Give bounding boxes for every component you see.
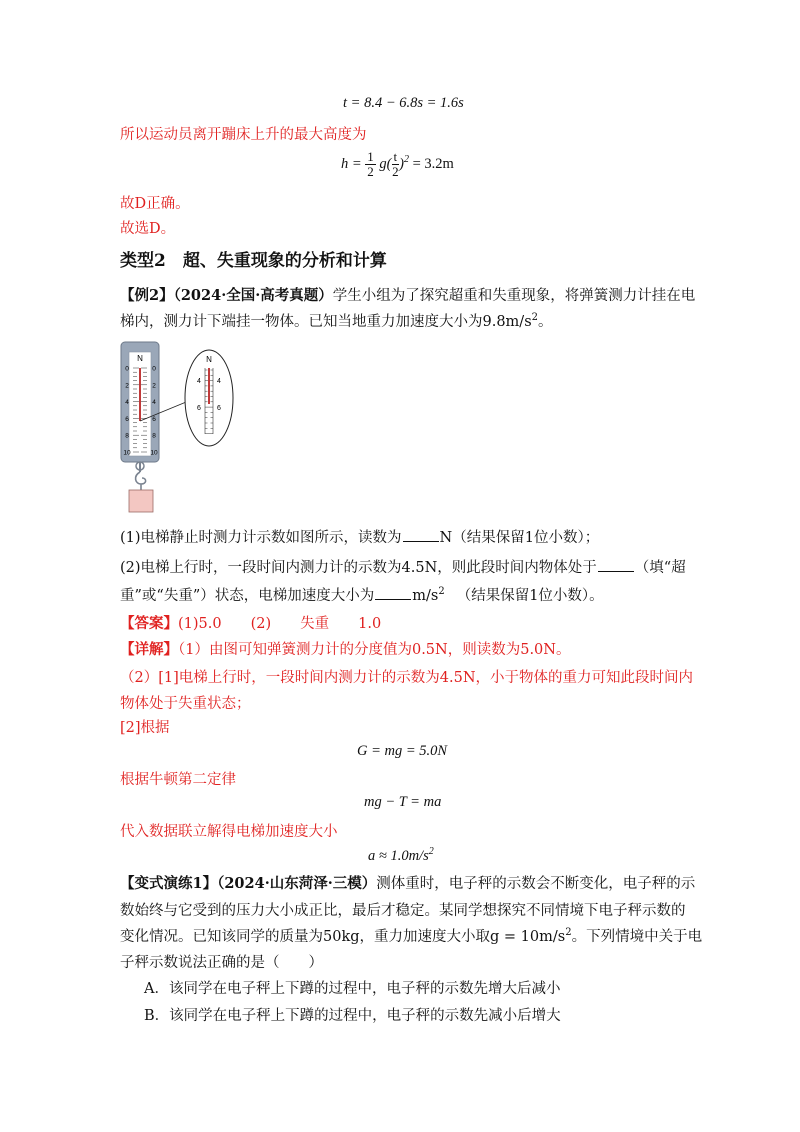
example-text-2: 梯内，测力计下端挂一物体。已知当地重力加速度大小为9.8m/s [120, 314, 532, 330]
scale-label-left: 8 [125, 432, 129, 440]
variant-text-3: 变化情况。已知该同学的质量为50kg，重力加速度大小取g = 10m/s [120, 929, 566, 945]
formula-h [341, 150, 454, 179]
zoom-label-left-4: 4 [197, 378, 201, 385]
scale-label-right: 8 [152, 432, 156, 440]
formula-t: t = 8.4 − 6.8s = 1.6s [343, 95, 464, 111]
zoom-label-right-4: 4 [217, 378, 221, 385]
question-2-unit-exp: 2 [438, 586, 445, 597]
variant-unit-exp: 2 [565, 927, 572, 938]
text-solve: 代入数据联立解得电梯加速度大小 [120, 824, 338, 840]
example-tag: 【例2】 [120, 287, 174, 304]
scale-label-right: 4 [152, 399, 156, 407]
answer-blank-2 [598, 571, 634, 572]
example-unit-exp: 2 [531, 312, 539, 323]
variant-line-2: 数始终与它受到的压力大小成正比，最后才稳定。某同学想探究不同情境下电子秤示数的 [120, 903, 686, 919]
question-2-hint: （填“超 [634, 560, 686, 576]
variant-text-1: 测体重时，电子秤的示数会不断变化，电子秤的示 [376, 876, 696, 892]
text-choose-d: 故选D。 [120, 221, 176, 237]
example-line-1 [120, 284, 695, 305]
detail-line-4: [2]根据 [120, 720, 170, 736]
scale-label-right: 0 [152, 365, 156, 373]
answer-blank-1 [403, 541, 439, 542]
question-1-text: (1)电梯静止时测力计示数如图所示，读数为 [120, 530, 402, 546]
formula-h-exp: 2 [403, 153, 409, 165]
option-b: B．该同学在电子秤上下蹲的过程中，电子秤的示数先减小后增大 [144, 1008, 561, 1024]
scale-indicator [139, 368, 141, 421]
hanging-object [129, 490, 153, 512]
scale-label-right: 10 [150, 449, 158, 457]
formula-a-exp: 2 [428, 846, 434, 857]
formula-h-g: g( [379, 155, 392, 172]
text-d-correct: 故D正确。 [120, 196, 190, 212]
option-a: A．该同学在电子秤上下蹲的过程中，电子秤的示数先增大后减小 [144, 981, 561, 997]
scale-unit-label: N [137, 354, 143, 363]
example-text-1: 学生小组为了探究超重和失重现象，将弹簧测力计挂在电 [332, 288, 696, 304]
question-2-line-1 [120, 556, 686, 577]
example-text-2-end: 。 [538, 314, 553, 330]
variant-text-3-end: 。下列情境中关于电 [571, 929, 703, 945]
detail-text: （1）由图可知弹簧测力计的分度值为0.5N，则读数为5.0N。 [178, 642, 571, 658]
formula-h-rhs: = 3.2m [408, 155, 454, 172]
scale-label-left: 2 [125, 382, 129, 390]
example-line-2 [120, 310, 553, 331]
zoom-unit-label: N [206, 355, 212, 364]
variant-line-1 [120, 872, 695, 893]
detail-line-3: 物体处于失重状态； [120, 696, 251, 712]
scale-label-left: 10 [123, 449, 131, 457]
scale-label-left: 6 [125, 415, 129, 423]
scale-label-left: 4 [125, 399, 129, 407]
example-source: （2024·全国·高考真题） [173, 287, 333, 304]
zoom-label-right-6: 6 [217, 405, 221, 412]
question-2-unit: m/s [412, 588, 439, 604]
variant-line-4: 子秤示数说法正确的是（ ） [120, 955, 323, 971]
spring-scale-figure [115, 338, 245, 518]
formula-newton: mg − T = ma [364, 794, 442, 810]
fraction-t-half: $\frac{t}{2}$ [392, 149, 399, 179]
formula-a-text: a ≈ 1.0m/s [368, 848, 429, 864]
scale-label-right: 6 [152, 415, 156, 423]
text-newton: 根据牛顿第二定律 [120, 772, 236, 788]
scale-label-right: 2 [152, 382, 156, 390]
question-1-end: N（结果保留1位小数）； [439, 530, 600, 546]
question-2-end: （结果保留1位小数）。 [456, 588, 604, 604]
section-heading: 类型2 超、失重现象的分析和计算 [120, 251, 387, 271]
question-2-text-2: 重”或“失重”）状态，电梯加速度大小为 [120, 588, 375, 604]
fraction-half: $\frac{1}{2}$ [367, 149, 374, 179]
text-max-height: 所以运动员离开蹦床上升的最大高度为 [120, 127, 367, 143]
detail-tag: 【详解】 [120, 641, 178, 658]
scale-label-left: 0 [125, 365, 129, 373]
formula-h-paren: ) [399, 155, 404, 172]
detail-line-1 [120, 638, 570, 659]
zoom-label-left-6: 6 [197, 405, 201, 412]
formula-a [368, 846, 434, 865]
zoom-indicator [208, 368, 210, 404]
variant-source: （2024·山东菏泽·三模） [217, 875, 377, 892]
formula-g: G = mg = 5.0N [357, 743, 448, 759]
answer-tag: 【答案】 [120, 615, 178, 632]
question-2-line-2 [120, 584, 604, 605]
question-1 [120, 526, 599, 547]
detail-line-2: （2）[1]电梯上行时，一段时间内测力计的示数为4.5N，小于物体的重力可知此段时间内 [120, 670, 694, 686]
variant-line-3 [120, 925, 702, 946]
answer-line [120, 612, 381, 633]
answer-blank-3 [375, 599, 411, 600]
question-2-text: (2)电梯上行时，一段时间内测力计的示数为4.5N，则此段时间内物体处于 [120, 560, 597, 576]
formula-h-lhs: h = [341, 155, 362, 172]
answer-text: (1)5.0 (2) 失重 1.0 [178, 616, 382, 632]
scale-hook [136, 472, 146, 490]
variant-tag: 【变式演练1】 [120, 875, 218, 892]
